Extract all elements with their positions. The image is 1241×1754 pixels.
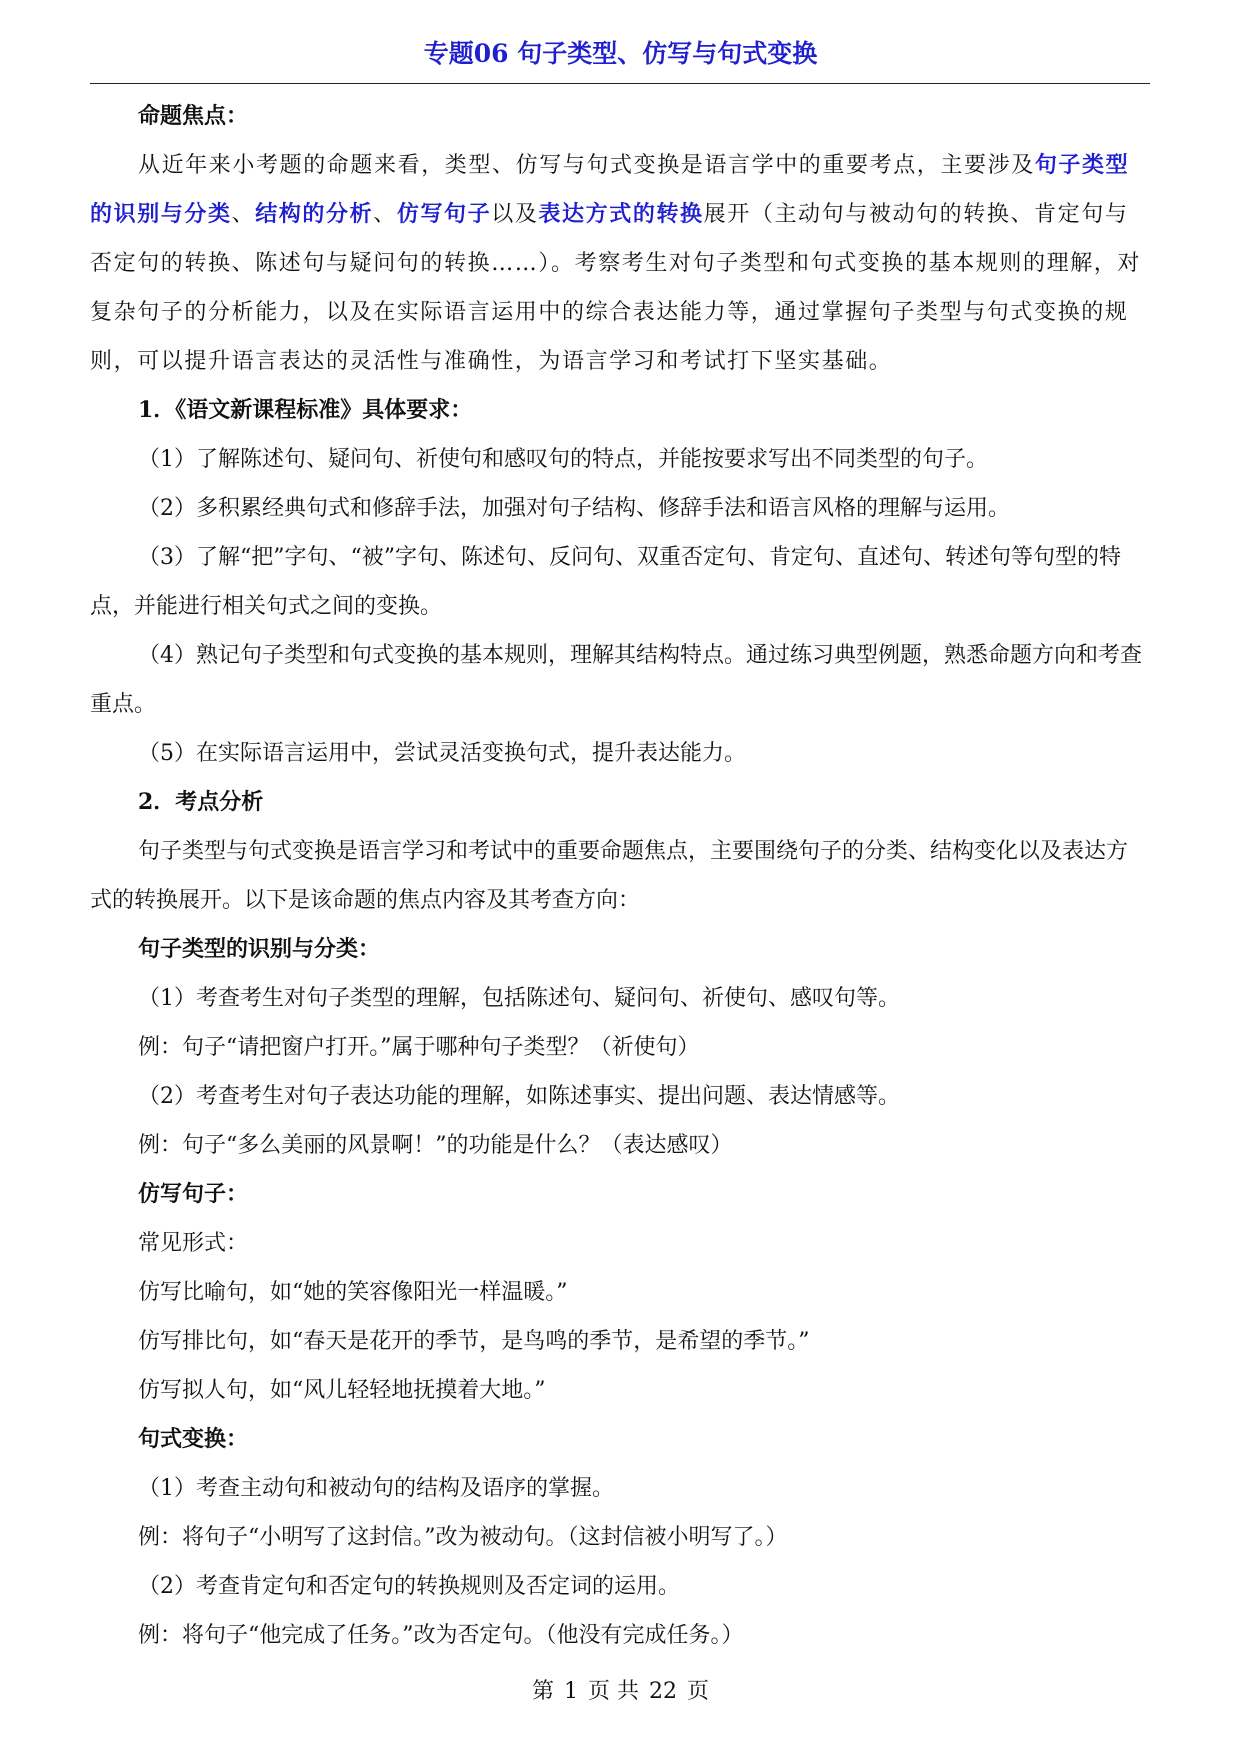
transform-line: （2）考查肯定句和否定句的转换规则及否定词的运用。	[138, 1574, 680, 1599]
focus-separator: 、	[231, 202, 256, 227]
focus-paragraph	[90, 141, 1148, 386]
focus-highlight-expression: 表达方式的转换	[538, 201, 704, 227]
page-content	[90, 92, 1148, 1660]
standards-item: （1）了解陈述句、疑问句、祈使句和感叹句的特点，并能按要求写出不同类型的句子。	[138, 447, 988, 472]
types-example: 例：句子“请把窗户打开。”属于哪种句子类型？（祈使句）	[138, 1035, 700, 1060]
standards-item: （4）熟记句子类型和句式变换的基本规则，理解其结构特点。通过练习典型例题，熟悉命题方向和考查重点。	[90, 643, 1143, 717]
footer-page-number: 1	[564, 1679, 578, 1704]
types-example: 例：句子“多么美丽的风景啊！”的功能是什么？（表达感叹）	[138, 1133, 733, 1158]
footer-total-pages: 22	[649, 1679, 677, 1704]
imitation-line: 仿写比喻句，如“她的笑容像阳光一样温暖。”	[138, 1280, 568, 1305]
standards-heading: 1．《语文新课程标准》具体要求：	[138, 397, 473, 423]
standards-item: （3）了解“把”字句、“被”字句、陈述句、反问句、双重否定句、肯定句、直述句、转述句等句型的特点，并能进行相关句式之间的变换。	[90, 545, 1121, 619]
focus-highlight-sentence-types: 句子类型的识别与分类	[90, 152, 1130, 227]
focus-separator: 以及	[491, 202, 539, 227]
types-heading: 句子类型的识别与分类：	[138, 936, 381, 962]
types-line: （1）考查考生对句子类型的理解，包括陈述句、疑问句、祈使句、感叹句等。	[138, 986, 900, 1011]
transform-example: 例：将句子“小明写了这封信。”改为被动句。（这封信被小明写了。）	[138, 1525, 788, 1550]
transform-line: （1）考查主动句和被动句的结构及语序的掌握。	[138, 1476, 614, 1501]
focus-heading: 命题焦点：	[138, 103, 249, 129]
transform-example: 例：将句子“他完成了任务。”改为否定句。（他没有完成任务。）	[138, 1623, 744, 1648]
footer-prefix: 第	[531, 1679, 554, 1704]
footer-middle: 页 共	[588, 1679, 639, 1704]
analysis-intro: 句子类型与句式变换是语言学习和考试中的重要命题焦点，主要围绕句子的分类、结构变化以及表达方式的转换展开。以下是该命题的焦点内容及其考查方向：	[90, 839, 1129, 913]
analysis-heading: 2．考点分析	[138, 789, 264, 815]
focus-highlight-structure: 结构的分析	[255, 201, 374, 227]
page-footer	[0, 1674, 1241, 1705]
types-line: （2）考查考生对句子表达功能的理解，如陈述事实、提出问题、表达情感等。	[138, 1084, 900, 1109]
standards-item: （2）多积累经典句式和修辞手法，加强对句子结构、修辞手法和语言风格的理解与运用。	[138, 496, 1011, 521]
imitation-heading: 仿写句子：	[138, 1181, 249, 1207]
page-title: 专题06 句子类型、仿写与句式变换	[423, 39, 818, 68]
standards-item: （5）在实际语言运用中，尝试灵活变换句式，提升表达能力。	[138, 741, 746, 766]
footer-suffix: 页	[687, 1679, 710, 1704]
focus-separator: 、	[373, 202, 397, 227]
transform-heading: 句式变换：	[138, 1426, 249, 1452]
focus-intro-after: 展开（主动句与被动句的转换、肯定句与否定句的转换、陈述句与疑问句的转换……）。考察考生对句子类型和句式变换的基本规则的理解，对复杂句子的分析能力，以及在实际语言运用中的综合表达能力等，通过掌握句子类型与句式变换的规则，可以提升语言表达的灵活性与准确性，为语言学习和考试打下坚实基础。	[90, 202, 1142, 374]
imitation-line: 仿写拟人句，如“风儿轻轻地抚摸着大地。”	[138, 1378, 546, 1403]
focus-intro-before: 从近年来小考题的命题来看，类型、仿写与句式变换是语言学中的重要考点，主要涉及	[138, 153, 1035, 178]
focus-highlight-imitation: 仿写句子	[396, 201, 492, 227]
imitation-line: 仿写排比句，如“春天是花开的季节，是鸟鸣的季节，是希望的季节。”	[138, 1329, 810, 1354]
header-divider	[90, 83, 1150, 84]
imitation-line: 常见形式：	[138, 1231, 249, 1256]
